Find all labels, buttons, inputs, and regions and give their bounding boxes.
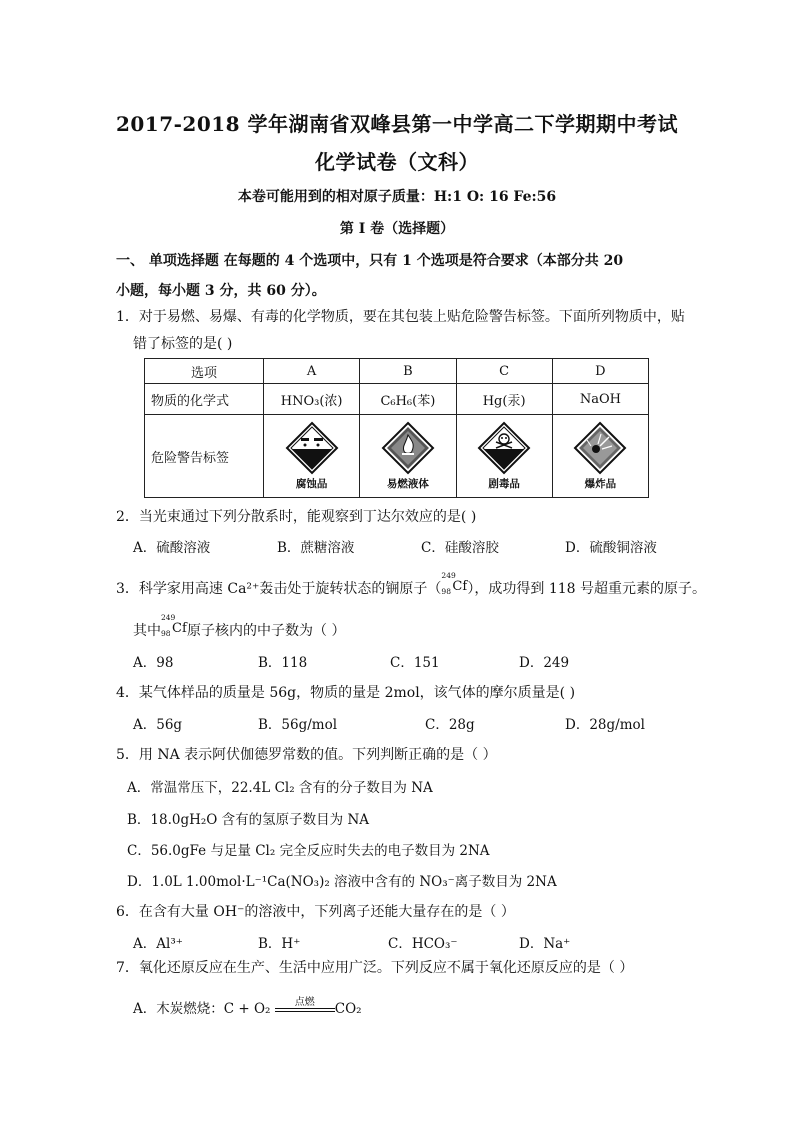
volume-heading: 第 I 卷（选择题）: [339, 221, 455, 237]
q3-stem-part1: 3．科学家用高速 Ca²⁺轰击处于旋转状态的锎原子（: [116, 581, 442, 597]
californium-isotope: [161, 613, 187, 644]
explosion-icon: [573, 421, 627, 475]
corrosive-icon: [285, 421, 339, 475]
table-cell: 选项: [145, 359, 264, 384]
table-cell: B: [360, 359, 456, 384]
table-row: [145, 359, 649, 384]
q4-option-d: D．28g/mol: [565, 717, 645, 733]
table-cell: A: [264, 359, 360, 384]
table-cell: C₆H₆(苯): [360, 384, 456, 415]
q2-option-b: B．蔗糖溶液: [277, 540, 355, 556]
section1-instructions-line1: 一、 单项选择题 在每题的 4 个选项中，只有 1 个选项是符合要求（本部分共 20: [116, 253, 624, 269]
q7-option-a-product: CO₂: [334, 1001, 362, 1017]
q5-option-a: A．常温常压下，22.4L Cl₂ 含有的分子数目为 NA: [127, 780, 433, 796]
q5-option-b: B．18.0gH₂O 含有的氢原子数目为 NA: [127, 812, 370, 828]
table-cell: [360, 415, 456, 498]
table-cell: NaOH: [552, 384, 648, 415]
table-cell: D: [552, 359, 648, 384]
q1-stem-line1: 1．对于易燃、易爆、有毒的化学物质，要在其包装上贴危险警告标签。下面所列物质中，贴: [116, 309, 685, 325]
table-cell: C: [456, 359, 552, 384]
exam-subtitle: 化学试卷（文科）: [315, 150, 479, 174]
flame-icon: [381, 421, 435, 475]
reaction-condition: 点燃: [294, 997, 315, 1008]
table-cell: HNO₃(浓): [264, 384, 360, 415]
hazard-label-caption: 易燃液体: [386, 478, 429, 490]
table-row: [145, 384, 649, 415]
q3-stem-line2: [133, 613, 346, 644]
q3-option-b: B．118: [258, 655, 308, 671]
table-cell: 危险警告标签: [145, 415, 264, 498]
q6-option-c: C．HCO₃⁻: [388, 936, 458, 952]
q4-option-c: C．28g: [425, 717, 475, 733]
equals-sign: [275, 1008, 335, 1012]
q4-stem: 4．某气体样品的质量是 56g，物质的量是 2mol，该气体的摩尔质量是( ): [116, 685, 576, 701]
q6-option-b: B．H⁺: [258, 936, 301, 952]
q6-stem: 6．在含有大量 OH⁻的溶液中，下列离子还能大量存在的是（ ）: [116, 904, 515, 920]
element-symbol: Cf: [452, 579, 468, 594]
q5-stem: 5．用 NA 表示阿伏伽德罗常数的值。下列判断正确的是（ ）: [116, 747, 497, 763]
q1-stem-line2: 错了标签的是( ): [133, 336, 233, 352]
q4-option-b: B．56g/mol: [258, 717, 338, 733]
table-cell: [456, 415, 552, 498]
table-row: [145, 415, 649, 498]
hazard-label-caption: 爆炸品: [584, 478, 617, 490]
table-cell: Hg(汞): [456, 384, 552, 415]
q7-option-a: [133, 997, 362, 1017]
q2-option-a: A．硫酸溶液: [133, 540, 211, 556]
q3-option-a: A．98: [133, 655, 174, 671]
californium-isotope: [441, 571, 468, 602]
reaction-arrow: [275, 997, 335, 1017]
mass-number: 249: [161, 613, 176, 622]
table-cell: 物质的化学式: [145, 384, 264, 415]
flammable-label: [364, 421, 452, 491]
q3-stem-line1: [116, 571, 707, 602]
hazard-label-caption: 剧毒品: [488, 478, 520, 490]
hazard-label-caption: 腐蚀品: [295, 478, 328, 490]
skull-icon: [477, 421, 531, 475]
q5-option-d: D．1.0L 1.00mol·L⁻¹Ca(NO₃)₂ 溶液中含有的 NO₃⁻离子数目为 2NA: [127, 874, 557, 890]
q1-hazard-table: [144, 358, 649, 498]
q5-option-c: C．56.0gFe 与足量 Cl₂ 完全反应时失去的电子数目为 2NA: [127, 843, 490, 859]
corrosive-label: [268, 421, 356, 491]
element-symbol: Cf: [172, 621, 187, 636]
atomic-number: 98: [161, 629, 171, 638]
q2-option-d: D．硫酸铜溶液: [565, 540, 657, 556]
q2-stem: 2．当光束通过下列分散系时，能观察到丁达尔效应的是( ): [116, 509, 477, 525]
q2-option-c: C．硅酸溶胶: [421, 540, 499, 556]
q3-line2-part2: 原子核内的中子数为（ ）: [187, 623, 346, 639]
toxic-label: [460, 421, 548, 491]
q3-option-d: D．249: [519, 655, 570, 671]
explosive-label: [556, 421, 644, 491]
q7-option-a-reactants: A．木炭燃烧：C + O₂: [133, 1001, 271, 1017]
table-cell: [552, 415, 648, 498]
table-cell: [264, 415, 360, 498]
q6-option-a: A．Al³⁺: [133, 936, 183, 952]
q6-option-d: D．Na⁺: [519, 936, 571, 952]
atomic-number: 98: [441, 587, 451, 596]
q3-line2-part1: 其中: [133, 623, 161, 639]
q4-option-a: A．56g: [133, 717, 183, 733]
q3-option-c: C．151: [390, 655, 440, 671]
mass-number: 249: [441, 571, 456, 580]
section1-instructions-line2: 小题，每小题 3 分，共 60 分）。: [116, 283, 326, 299]
exam-title: 2017-2018 学年湖南省双峰县第一中学高二下学期期中考试: [115, 112, 679, 136]
atomic-mass-note: 本卷可能用到的相对原子质量：H:1 O: 16 Fe:56: [237, 189, 557, 205]
q7-stem: 7．氧化还原反应在生产、生活中应用广泛。下列反应不属于氧化还原反应的是（ ）: [116, 960, 634, 976]
q3-stem-part2: ），成功得到 118 号超重元素的原子。: [467, 581, 707, 597]
